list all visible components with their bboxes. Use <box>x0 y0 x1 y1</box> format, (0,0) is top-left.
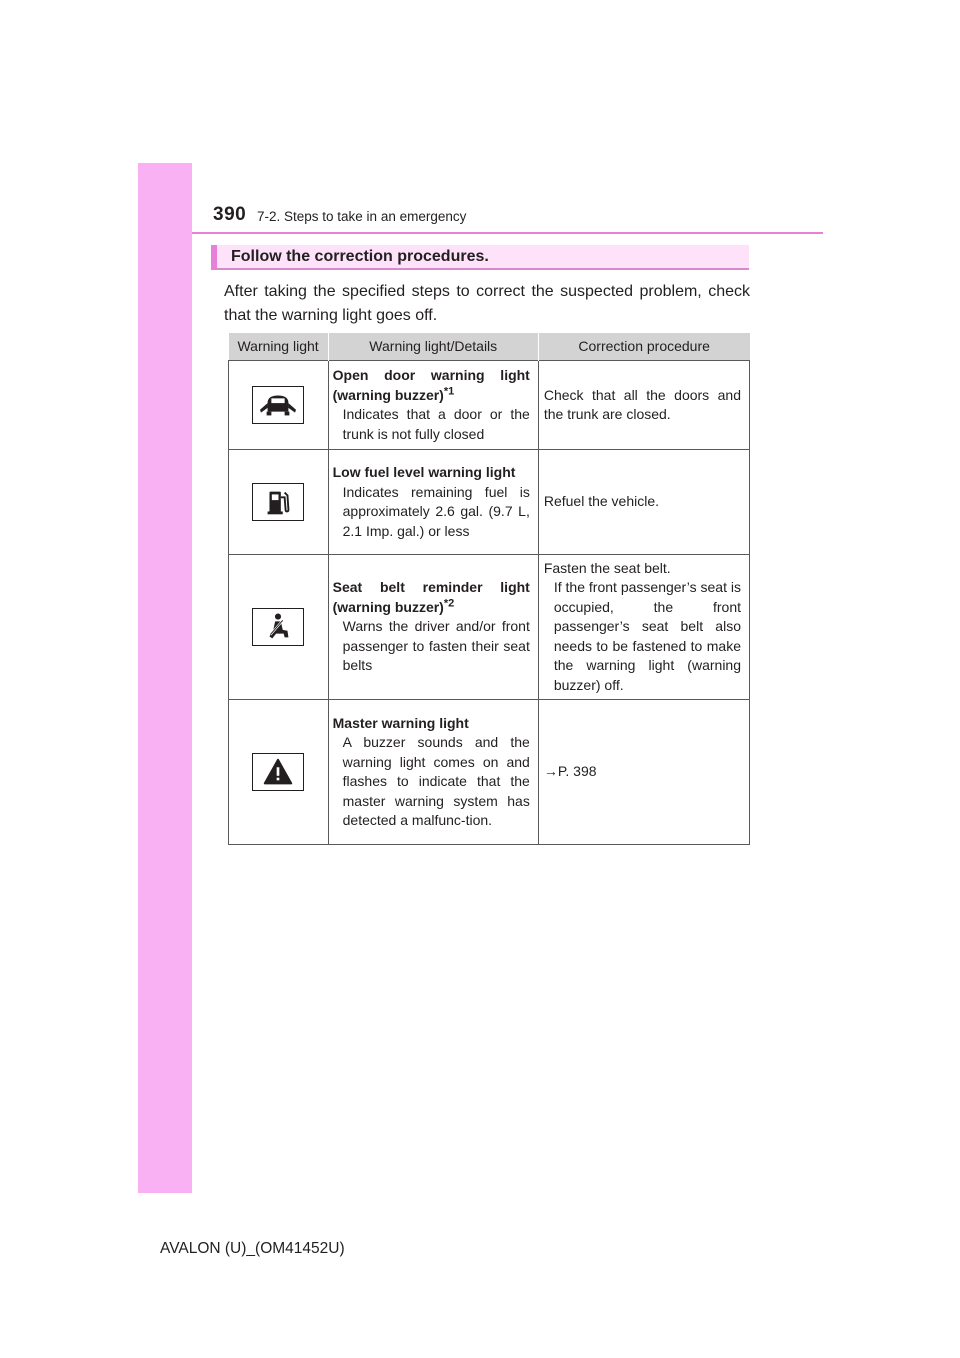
detail-title: Seat belt reminder light (warning buzzer)$^{*2}$ <box>332 579 530 615</box>
master-warning-icon <box>252 753 304 791</box>
footnote-marker: *1 <box>443 384 455 397</box>
table-row <box>229 700 750 845</box>
intro-paragraph: After taking the specified steps to correct the suspected problem, check that the warning light goes off. <box>224 283 750 324</box>
page-number: 390 <box>213 204 247 225</box>
correction-text: Fasten the seat belt. <box>543 559 671 576</box>
table-row <box>229 450 750 555</box>
detail-description: Indicates remaining fuel is approximately 2.6 gal. (9.7 L, 2.1 Imp. gal.) or less <box>342 483 530 539</box>
column-header: Correction procedure <box>538 333 749 361</box>
detail-title: Open door warning light (warning buzzer)$^{*1}$ <box>332 367 530 403</box>
detail-title: Master warning light <box>332 714 469 731</box>
chapter-side-tab <box>138 163 192 1193</box>
seat-belt-icon <box>252 608 304 646</box>
table-row <box>229 361 750 450</box>
section-heading <box>211 245 749 270</box>
correction-text: Check that all the doors and the trunk are closed. <box>543 386 741 422</box>
correction-detail: If the front passenger’s seat is occupied, the front passenger’s seat belt also needs to be fastened to make the warning light (warning buzzer) off. <box>553 579 741 693</box>
correction-text: Refuel the vehicle. <box>543 493 660 510</box>
detail-description: Indicates that a door or the trunk is not fully closed <box>342 406 530 442</box>
table-header-row <box>229 333 750 361</box>
section-title: 7-2. Steps to take in an emergency <box>257 209 467 224</box>
section-heading-text: Follow the correction procedures. <box>231 248 489 265</box>
warning-light-table <box>228 333 750 845</box>
detail-description: A buzzer sounds and the warning light comes on and flashes to indicate that the master warning system has detected a malfunc-tion. <box>342 734 530 828</box>
detail-description: Warns the driver and/or front passenger to fasten their seat belts <box>342 618 530 674</box>
detail-title: Low fuel level warning light <box>332 464 516 480</box>
fuel-pump-icon <box>252 483 304 521</box>
table-row <box>229 555 750 700</box>
header-rule <box>192 232 823 234</box>
open-door-icon <box>252 386 304 424</box>
page-reference: →P. 398 <box>543 763 597 780</box>
column-header: Warning light/Details <box>328 333 538 361</box>
footnote-marker: *2 <box>443 597 455 610</box>
column-header: Warning light <box>229 333 329 361</box>
footer-model-code: AVALON (U)_(OM41452U) <box>160 1240 345 1257</box>
